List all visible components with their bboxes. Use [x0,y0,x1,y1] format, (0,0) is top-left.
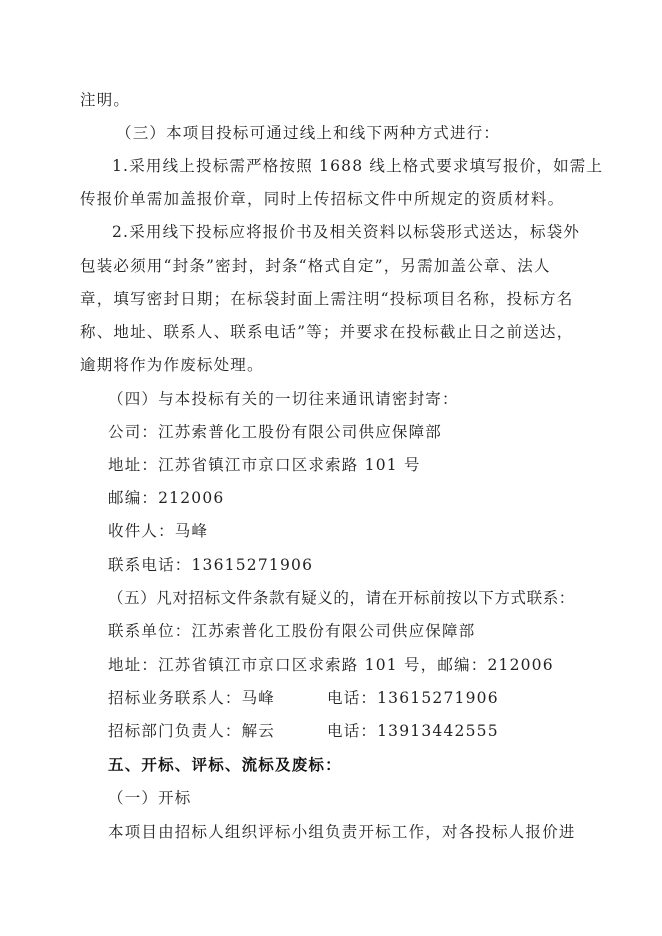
contact-phone: 电话：13913442555 [327,722,499,740]
contact-role: 招标部门负责人：解云 [108,722,276,740]
phone-line: 联系电话：13615271906 [108,556,314,574]
contact-row [108,721,499,741]
company-line: 公司：江苏索普化工股份有限公司供应保障部 [108,423,443,441]
text-line: 本项目由招标人组织评标小组负责开标工作，对各投标人报价进 [108,823,576,841]
text-line: 1.采用线上投标需严格按照 1688 线上格式要求填写报价，如需上 [112,157,604,175]
subsection-heading: （四）与本投标有关的一切往来通讯请密封寄： [108,390,459,408]
section-heading: 五、开标、评标、流标及废标： [108,755,342,774]
text-line: 传报价单需加盖报价章，同时上传招标文件中所规定的资质材料。 [80,190,565,208]
recipient-line: 收件人：马峰 [108,522,209,540]
text-line: 注明。 [80,91,131,109]
contact-phone: 电话：13615271906 [327,689,499,707]
contact-unit-line: 联系单位：江苏索普化工股份有限公司供应保障部 [108,622,476,640]
subsection-heading: （五）凡对招标文件条款有疑义的，请在开标前按以下方式联系： [108,589,575,607]
text-line: 章，填写密封日期；在标袋封面上需注明“投标项目名称，投标方名 [80,290,574,308]
subsection-heading: （三）本项目投标可通过线上和线下两种方式进行： [116,124,501,142]
address-line: 地址：江苏省镇江市京口区求索路 101 号 [108,456,421,474]
contact-row [108,688,499,708]
text-line: 逾期将作为作废标处理。 [80,356,264,374]
postcode-line: 邮编：212006 [108,489,225,507]
contact-role: 招标业务联系人：马峰 [108,689,276,707]
text-line: 包装必须用“封条”密封，封条“格式自定”，另需加盖公章、法人 [80,257,551,275]
text-line: 2.采用线下投标应将报价书及相关资料以标袋形式送达，标袋外 [112,223,581,241]
subsection-heading: （一）开标 [108,789,192,807]
text-line: 称、地址、联系人、联系电话”等；并要求在投标截止日之前送达， [80,323,574,341]
address-line: 地址：江苏省镇江市京口区求索路 101 号，邮编：212006 [108,656,554,674]
